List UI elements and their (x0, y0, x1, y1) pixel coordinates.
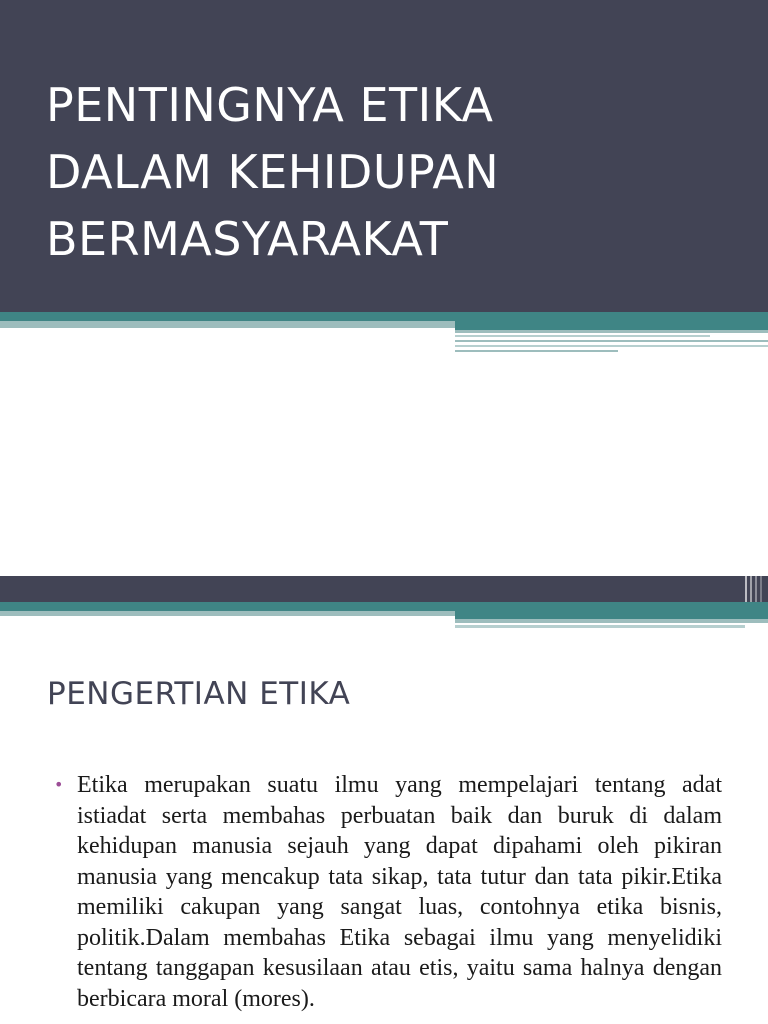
bullet-item (50, 770, 722, 1014)
section-heading: PENGERTIAN ETIKA (47, 676, 351, 712)
bullet-text: Etika merupakan suatu ilmu yang mempelajari tentang adat istiadat serta membahas perbuatan baik dan buruk di dalam kehidupan manusia sejauh yang dapat dipahami oleh pikiran manusia yang mencakup tata sikap, tata tutur dan tata pikir.Etika memiliki cakupan yang sangat luas, contohnya etika bisnis, politik.Dalam membahas Etika sebagai ilmu yang menyelidiki tentang tanggapan kesusilaan atau etis, yaitu sama halnya dengan berbicara moral (mores). (77, 772, 722, 1012)
bullet-dot-icon: • (54, 775, 64, 794)
bullet-list (50, 770, 722, 1014)
content-slide-header-band (0, 576, 768, 602)
slide-title-line-2: DALAM KEHIDUPAN (46, 145, 500, 199)
slide-title (46, 72, 726, 273)
slide-title-line-3: BERMASYARAKAT (46, 212, 449, 266)
slide-title-line-1: PENTINGNYA ETIKA (46, 78, 494, 132)
